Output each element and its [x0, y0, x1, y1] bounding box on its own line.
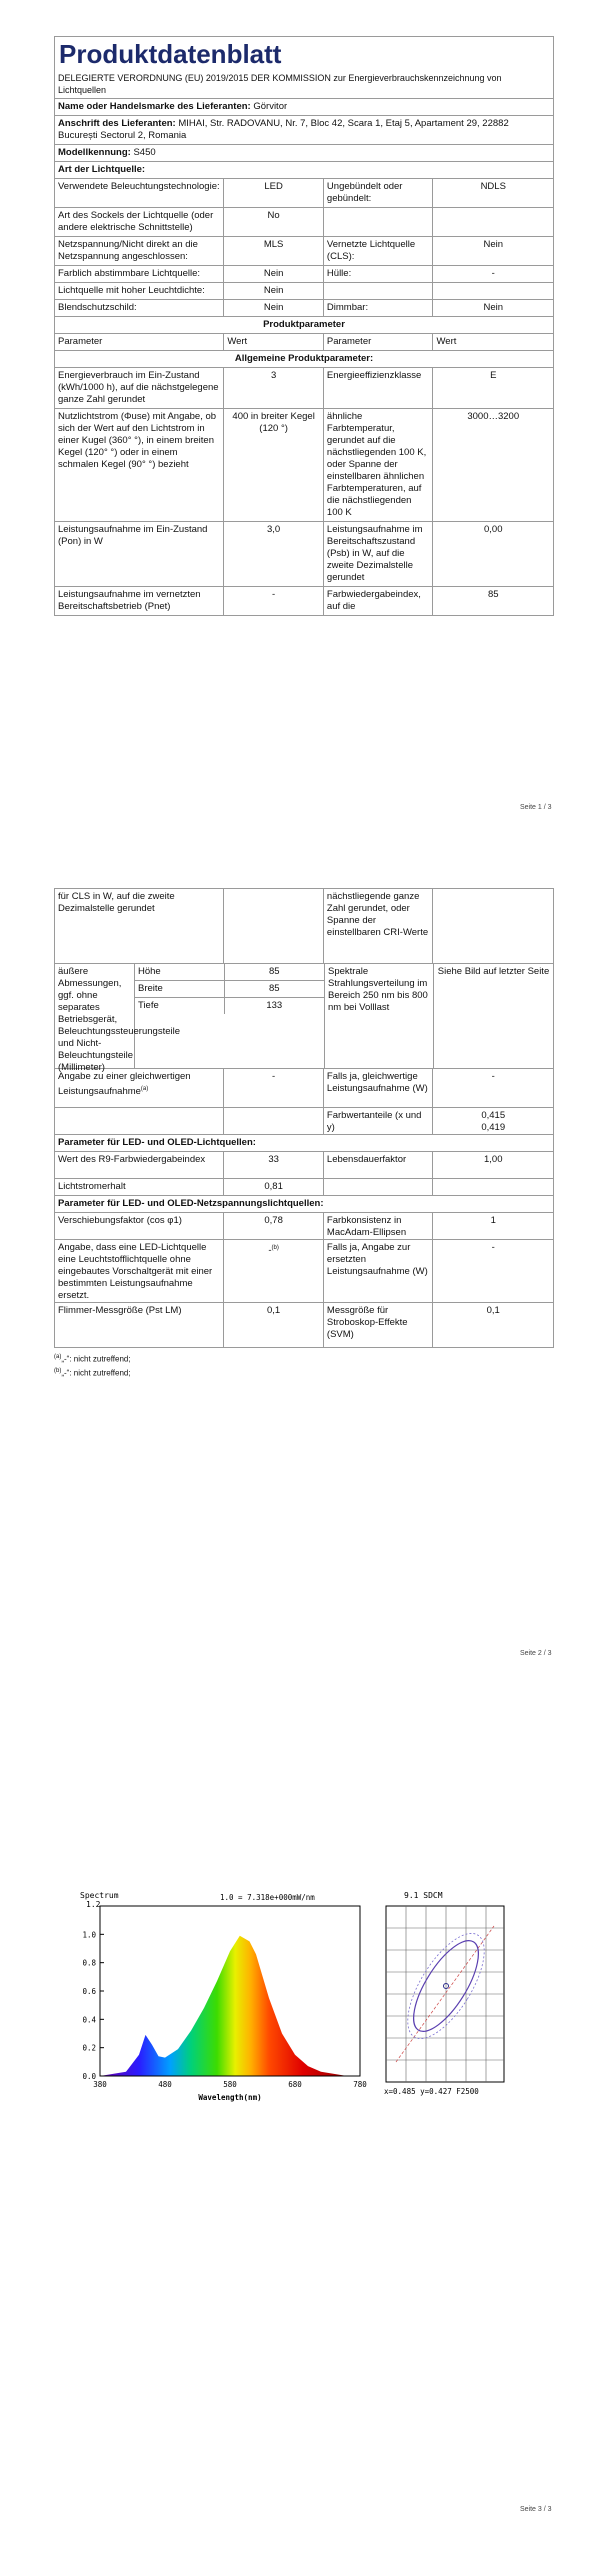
p1-label-right: Leistungsaufnahme im Bereitschaftszustand (Psb) in W, auf die zweite Dezimalstelle gerundet	[324, 522, 434, 586]
x-tick-label: 780	[353, 2080, 367, 2089]
ls-label-left: Farblich abstimmbare Lichtquelle:	[55, 266, 224, 282]
col-value-header: Wert	[224, 334, 324, 350]
y-tick-label: 0.0	[82, 2072, 96, 2081]
p1-value-left: 3	[224, 368, 324, 408]
y-tick-label: 0.2	[82, 2043, 96, 2053]
sdcm-grid	[386, 1906, 504, 2082]
col-param-header: Parameter	[324, 334, 434, 350]
life-value: 1,00	[483, 1154, 503, 1165]
p1-value-right: 85	[487, 589, 499, 600]
p1-label-right: Energieeffizienzklasse	[324, 368, 434, 408]
ls-label-right	[324, 283, 434, 299]
model-label: Modellkennung:	[58, 147, 131, 158]
strobe-value: 0,1	[486, 1305, 500, 1316]
x-tick-label: 380	[93, 2080, 107, 2089]
ls-row	[55, 300, 553, 317]
supplier-name: Görvitor	[253, 101, 288, 112]
ls-row	[55, 237, 553, 266]
dims-label: äußere Abmessungen, ggf. ohne separates Betriebsgerät, Beleuchtungssteuerungsteile und Nicht-Beleuchtungsteile (Millimeter)	[55, 964, 135, 1068]
ls-value-right	[433, 208, 553, 236]
ls-row	[55, 283, 553, 300]
dim-depth-label: Tiefe	[135, 998, 225, 1014]
replace-label: Angabe, dass eine LED-Lichtquelle eine Leuchtstofflichtquelle ohne eingebautes Vorschaltgerät mit einer bestimmten Leistungsaufnahme ersetzt.	[55, 1240, 224, 1302]
p1-value-right: 0,00	[483, 524, 503, 535]
p1-value-left: 3,0	[224, 522, 324, 586]
mains-section: Parameter für LED- und OLED-Netzspannungslichtquellen:	[58, 1198, 324, 1209]
equiv2-label: Falls ja, gleichwertige Leistungsaufnahme (W)	[324, 1069, 434, 1107]
regulation-text: DELEGIERTE VERORDNUNG (EU) 2019/2015 DER KOMMISSION zur Energieverbrauchskennzeichnung von Lichtquellen	[58, 73, 502, 95]
replace-value: -	[268, 1245, 272, 1257]
y-tick-label: 0.6	[82, 1987, 96, 1996]
dim-width-label: Breite	[135, 981, 225, 997]
ls-value-left: Nein	[224, 266, 324, 282]
ls-value-left: Nein	[224, 300, 324, 316]
p1-label-left: Leistungsaufnahme im vernetzten Bereitschaftsbetrieb (Pnet)	[55, 587, 224, 615]
dim-height-value: 85	[268, 966, 280, 977]
ls-value-right	[433, 283, 553, 299]
footnote-b: „-“: nicht zutreffend;	[61, 1368, 131, 1378]
consist-value: 1	[490, 1215, 496, 1226]
supplier-name-label: Name oder Handelsmarke des Lieferanten:	[58, 101, 251, 112]
spectrum-annotation: 1.0 = 7.318e+000mW/nm	[220, 1893, 315, 1902]
ls-label-right: Dimmbar:	[324, 300, 434, 316]
sdcm-readout: x=0.485 y=0.427 F2500	[384, 2087, 479, 2096]
model-id: S450	[133, 147, 156, 158]
page-2: für CLS in W, auf die zweite Dezimalstelle gerundet nächstliegende ganze Zahl gerundet, oder Spanne der einstellbaren CRI-Werte äußere Abmessungen, ggf. ohne separates Betriebsgerät, Beleuchtungssteuerungsteile und Nicht-Beleuchtungsteile (Millimeter) Höhe 85 Breite 85 Tiefe 133 Spektrale Strahlungsverteilung im Bereich 250 nm bis 800 nm bei Volllast Siehe Bild auf letzter Seite Angabe zu einer gleichwertigen Leistungsaufnahme$^{(a)}$ - Falls ja, gleichwertige Leistungsaufnahme (W) - Farbwertanteile (x und y) 0,415 0,419 Parameter für LED- und OLED-Lichtquellen: Wert des R9-Farbwiedergabeindex 33 Lebensdauerfaktor 1,00 Lichtstromerhalt 0,81 Parameter für LED- und OLED-Netzspannungslichtquellen: Verschiebungsfaktor (cos φ1) 0,78 Farbkonsistenz in MacAdam-Ellipsen 1 Angabe, dass eine LED-Lichtquelle eine Leuchtstofflichtquelle ohne eingebautes Vorschaltgerät mit einer bestimmten Leistungsaufnahme ersetzt. -$^{(b)}$ Falls ja, Angabe zur ersetzten Leistungsaufnahme (W) - Flimmer-Messgröße (Pst LM) 0,1 Messgröße für Stroboskop-Effekte (SVM) 0,1 $^{(a)}$„-“: nicht zutreffend; $^{(b)}$„-“: nicht zutreffend;	[54, 888, 554, 1377]
y-tick-label: 0.8	[82, 1958, 96, 1968]
ls-label-left: Blendschutzschild:	[55, 300, 224, 316]
dim-depth-value: 133	[266, 1000, 283, 1011]
chroma-x: 0,415	[481, 1110, 506, 1121]
lum-value: 0,81	[224, 1179, 324, 1195]
sdcm-title: 9.1 SDCM	[404, 1891, 443, 1900]
p1-value-right: E	[490, 370, 497, 381]
ls-value-right: Nein	[483, 302, 504, 313]
ls-row	[55, 266, 553, 283]
flicker-value: 0,1	[224, 1303, 324, 1347]
led-section: Parameter für LED- und OLED-Lichtquellen:	[58, 1137, 256, 1148]
ls-label-left: Netzspannung/Nicht direkt an die Netzspannung angeschlossen:	[55, 237, 224, 265]
p1-row	[55, 409, 553, 522]
dim-height-label: Höhe	[135, 964, 225, 980]
supplier-address: MIHAI, Str. RADOVANU, Nr. 7, Bloc 42, Scara 1, Etaj 5, Apartament 29, 22882 București Sectorul 2, Romania	[58, 118, 509, 141]
product-params-section: Produktparameter	[263, 319, 345, 330]
light-source-section: Art der Lichtquelle:	[58, 164, 146, 175]
consist-label: Farbkonsistenz in MacAdam-Ellipsen	[324, 1213, 434, 1239]
ls-value-left: MLS	[224, 237, 324, 265]
life-label: Lebensdauerfaktor	[324, 1152, 434, 1178]
ls-value-left: Nein	[224, 283, 324, 299]
y-tick-label: 1.0	[82, 1930, 96, 1940]
ls-label-right: Ungebündelt oder gebündelt:	[324, 179, 434, 207]
general-params-section: Allgemeine Produktparameter:	[234, 353, 374, 364]
page-footer-1: Seite 1 / 3	[520, 804, 552, 811]
replace2-label: Falls ja, Angabe zur ersetzten Leistungsaufnahme (W)	[324, 1240, 434, 1302]
p1-row	[55, 368, 553, 409]
spectrum-xlabel: Wavelength(nm)	[198, 2093, 262, 2102]
page-footer-3: Seite 3 / 3	[520, 2506, 552, 2513]
spectral-label: Spektrale Strahlungsverteilung im Bereich 250 nm bis 800 nm bei Volllast	[325, 964, 434, 1068]
r9-label: Wert des R9-Farbwiedergabeindex	[55, 1152, 224, 1178]
p1-label-right: Farbwiedergabeindex, auf die	[324, 587, 434, 615]
ls-value-right: -	[491, 268, 495, 279]
spectral-value: Siehe Bild auf letzter Seite	[437, 966, 550, 977]
strobe-label: Messgröße für Stroboskop-Effekte (SVM)	[324, 1303, 434, 1347]
footnote-a: „-“: nicht zutreffend;	[61, 1354, 131, 1364]
equiv-label: Angabe zu einer gleichwertigen Leistungsaufnahme	[58, 1071, 191, 1098]
chroma-y: 0,419	[481, 1122, 506, 1133]
spectrum-title: Spectrum	[80, 1891, 119, 1900]
dim-width-value: 85	[268, 983, 280, 994]
ls-label-right	[324, 208, 434, 236]
p1-value-left: 400 in breiter Kegel (120 °)	[224, 409, 324, 521]
ls-label-left: Verwendete Beleuchtungstechnologie:	[55, 179, 224, 207]
ls-label-right: Hülle:	[324, 266, 434, 282]
flicker-label: Flimmer-Messgröße (Pst LM)	[55, 1303, 224, 1347]
ls-value-right: Nein	[483, 239, 504, 250]
ls-row	[55, 208, 553, 237]
spectrum-chart	[70, 1886, 370, 2106]
r9-value: 33	[224, 1152, 324, 1178]
equiv2-value: -	[491, 1071, 495, 1082]
page-1	[54, 36, 554, 616]
p1-label-left: Leistungsaufnahme im Ein-Zustand (Pon) in W	[55, 522, 224, 586]
x-tick-label: 480	[158, 2080, 172, 2089]
replace2-value: -	[491, 1242, 495, 1253]
p1-label-left: Nutzlichtstrom (Φuse) mit Angabe, ob sich der Wert auf den Lichtstrom in einer Kugel (360° °), in einem breiten Kegel (120° °) oder in einem schmalen Kegel (90° °) bezieht	[55, 409, 224, 521]
p1-row	[55, 522, 553, 587]
p1-row	[55, 587, 553, 616]
page-footer-2: Seite 2 / 3	[520, 1650, 552, 1657]
col-param-header: Parameter	[55, 334, 224, 350]
spectrum-ytop: 1.2	[86, 1900, 101, 1909]
p1-label-right: ähnliche Farbtemperatur, gerundet auf die nächstliegenden 100 K, oder Spanne der einstellbaren ähnlichen Farbtemperaturen, auf die nächstliegenden 100 K	[324, 409, 434, 521]
lum-label: Lichtstromerhalt	[55, 1179, 224, 1195]
ls-value-right: NDLS	[480, 181, 506, 192]
col-value-header: Wert	[436, 336, 457, 347]
ls-value-left: LED	[224, 179, 324, 207]
ls-value-left: No	[224, 208, 324, 236]
cont-label-left: für CLS in W, auf die zweite Dezimalstelle gerundet	[55, 889, 224, 963]
spectrum-area	[100, 1936, 360, 2076]
ls-label-left: Art des Sockels der Lichtquelle (oder andere elektrische Schnittstelle)	[55, 208, 224, 236]
cont-label-right: nächstliegende ganze Zahl gerundet, oder Spanne der einstellbaren CRI-Werte	[324, 889, 434, 963]
ls-row	[55, 179, 553, 208]
x-tick-label: 680	[288, 2080, 302, 2089]
page-title: Produktdatenblatt	[59, 39, 282, 69]
p1-value-right: 3000…3200	[467, 411, 520, 422]
p1-label-left: Energieverbrauch im Ein-Zustand (kWh/1000 h), auf die nächstgelegene ganze Zahl gerundet	[55, 368, 224, 408]
shift-value: 0,78	[224, 1213, 324, 1239]
p1-value-left: -	[224, 587, 324, 615]
x-tick-label: 580	[223, 2080, 237, 2089]
shift-label: Verschiebungsfaktor (cos φ1)	[55, 1213, 224, 1239]
address-label: Anschrift des Lieferanten:	[58, 118, 176, 129]
y-tick-label: 0.4	[82, 2015, 96, 2025]
chroma-label: Farbwertanteile (x und y)	[324, 1108, 434, 1134]
ls-label-left: Lichtquelle mit hoher Leuchtdichte:	[55, 283, 224, 299]
equiv-value: -	[224, 1069, 324, 1107]
sdcm-chart	[380, 1886, 510, 2106]
ls-label-right: Vernetzte Lichtquelle (CLS):	[324, 237, 434, 265]
